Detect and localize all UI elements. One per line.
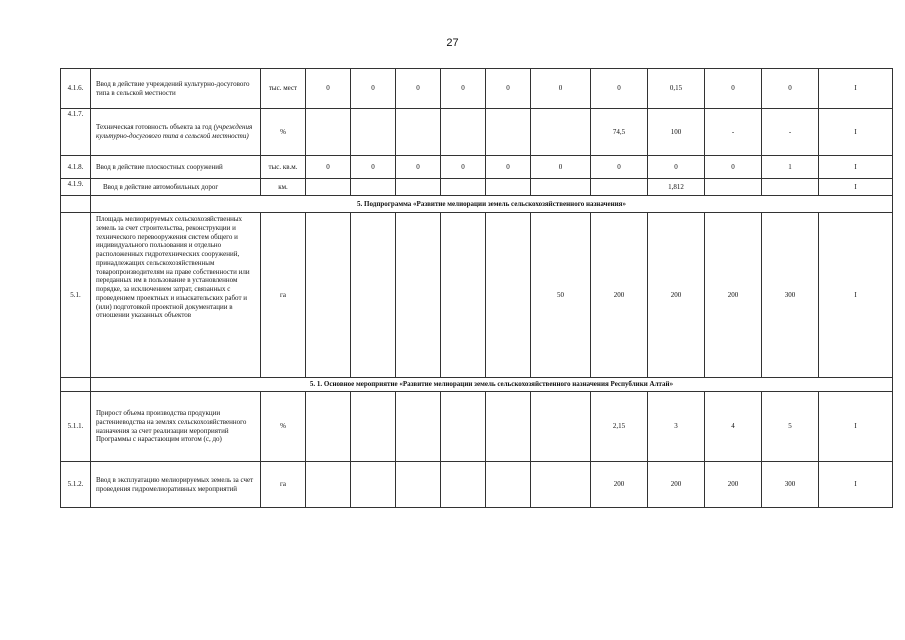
indicator-name bbox=[91, 213, 261, 378]
value-cell bbox=[306, 109, 351, 156]
value-cell: 0 bbox=[705, 69, 762, 109]
value-cell: 3 bbox=[648, 392, 705, 462]
value-cell: 0 bbox=[441, 156, 486, 179]
value-cell: 200 bbox=[705, 213, 762, 378]
indicator-note: (учреждения культурно-досугового типа в сельской местности) bbox=[96, 123, 253, 140]
value-cell: I bbox=[819, 462, 893, 508]
value-cell bbox=[486, 109, 531, 156]
unit-cell: км. bbox=[261, 179, 306, 196]
table-row bbox=[61, 213, 893, 378]
value-cell: 5 bbox=[762, 392, 819, 462]
row-code: 5.1. bbox=[61, 213, 91, 378]
value-cell bbox=[306, 392, 351, 462]
value-cell bbox=[441, 109, 486, 156]
value-cell bbox=[441, 462, 486, 508]
indicator-name bbox=[91, 462, 261, 508]
table-row bbox=[61, 462, 893, 508]
value-cell bbox=[486, 179, 531, 196]
row-code: 4.1.8. bbox=[61, 156, 91, 179]
value-cell bbox=[351, 462, 396, 508]
value-cell bbox=[762, 179, 819, 196]
row-code: 4.1.6. bbox=[61, 69, 91, 109]
value-cell: 300 bbox=[762, 213, 819, 378]
unit-cell: тыс. мест bbox=[261, 69, 306, 109]
table-row bbox=[61, 69, 893, 109]
section-title: 5. Подпрограмма «Развитие мелиорации земель сельскохозяйственного назначения» bbox=[91, 196, 893, 213]
empty-cell bbox=[61, 196, 91, 213]
value-cell: 100 bbox=[648, 109, 705, 156]
table-row bbox=[61, 179, 893, 196]
value-cell: 200 bbox=[591, 462, 648, 508]
value-cell bbox=[486, 213, 531, 378]
indicator-name bbox=[91, 392, 261, 462]
section-row bbox=[61, 378, 893, 392]
value-cell: 74,5 bbox=[591, 109, 648, 156]
value-cell: 0 bbox=[591, 69, 648, 109]
value-cell bbox=[441, 179, 486, 196]
value-cell: 1,812 bbox=[648, 179, 705, 196]
indicator-text: Ввод в эксплуатацию мелиорируемых земель за счет проведения гидромелиоративных мероприятий bbox=[96, 475, 254, 493]
value-cell: 0,15 bbox=[648, 69, 705, 109]
indicator-text: Ввод в действие учреждений культурно-досугового типа в сельской местности bbox=[96, 79, 250, 97]
value-cell: 200 bbox=[648, 213, 705, 378]
indicator-name bbox=[91, 156, 261, 179]
unit-cell: % bbox=[261, 109, 306, 156]
section-title: 5. 1. Основное мероприятие «Развитие мелиорации земель сельскохозяйственного назначения Республики Алтай» bbox=[91, 378, 893, 392]
value-cell bbox=[531, 392, 591, 462]
value-cell bbox=[351, 213, 396, 378]
value-cell: 0 bbox=[486, 156, 531, 179]
value-cell bbox=[486, 462, 531, 508]
indicator-text: Ввод в действие плоскостных сооружений bbox=[96, 162, 223, 171]
value-cell bbox=[531, 462, 591, 508]
value-cell: 0 bbox=[531, 156, 591, 179]
value-cell bbox=[396, 179, 441, 196]
value-cell bbox=[396, 213, 441, 378]
value-cell: I bbox=[819, 109, 893, 156]
indicator-name bbox=[91, 179, 261, 196]
value-cell: 0 bbox=[591, 156, 648, 179]
unit-cell: га bbox=[261, 213, 306, 378]
value-cell: - bbox=[762, 109, 819, 156]
value-cell: 200 bbox=[648, 462, 705, 508]
value-cell: 300 bbox=[762, 462, 819, 508]
value-cell: 0 bbox=[705, 156, 762, 179]
indicator-name bbox=[91, 109, 261, 156]
row-code: 4.1.9. bbox=[61, 179, 91, 196]
value-cell: - bbox=[705, 109, 762, 156]
indicator-text: Ввод в действие автомобильных дорог bbox=[103, 182, 219, 191]
value-cell bbox=[306, 462, 351, 508]
value-cell: 0 bbox=[441, 69, 486, 109]
value-cell: 200 bbox=[591, 213, 648, 378]
section-row bbox=[61, 196, 893, 213]
value-cell: I bbox=[819, 69, 893, 109]
value-cell: 0 bbox=[486, 69, 531, 109]
value-cell bbox=[441, 213, 486, 378]
value-cell: 1 bbox=[762, 156, 819, 179]
value-cell bbox=[306, 213, 351, 378]
value-cell: I bbox=[819, 179, 893, 196]
empty-cell bbox=[61, 378, 91, 392]
page-number: 27 bbox=[446, 37, 459, 49]
value-cell: 200 bbox=[705, 462, 762, 508]
unit-cell: тыс. кв.м. bbox=[261, 156, 306, 179]
value-cell: 0 bbox=[306, 156, 351, 179]
value-cell: 0 bbox=[351, 69, 396, 109]
value-cell: 0 bbox=[306, 69, 351, 109]
unit-cell: % bbox=[261, 392, 306, 462]
value-cell bbox=[351, 392, 396, 462]
indicator-text: Площадь мелиорируемых сельскохозяйственных земель за счет строительства, реконструкции и технического перевооружения систем общего и индивидуального пользования и отдельно расположенных гидротехнических сооружений, принадлежащих сельскохозяйственным товаропроизводителям на праве собственности или переданных им в пользование в установленном порядке, за исключением затрат, связанных с проведением проектных и изыскательских работ и (или) подготовкой проектной документации в отношении указанных объектов bbox=[96, 215, 250, 320]
value-cell bbox=[705, 179, 762, 196]
row-code: 5.1.2. bbox=[61, 462, 91, 508]
unit-cell: га bbox=[261, 462, 306, 508]
value-cell: 0 bbox=[351, 156, 396, 179]
value-cell: 0 bbox=[762, 69, 819, 109]
value-cell bbox=[531, 109, 591, 156]
value-cell bbox=[351, 179, 396, 196]
value-cell: 50 bbox=[531, 213, 591, 378]
indicator-text: Прирост объема производства продукции растениеводства на землях сельскохозяйственного назначения за счет реализации мероприятий Программы с нарастающим итогом (с, до) bbox=[96, 409, 247, 444]
indicator-text: Техническая готовность объекта за год bbox=[96, 123, 212, 132]
value-cell: 0 bbox=[396, 69, 441, 109]
table-row bbox=[61, 156, 893, 179]
value-cell: I bbox=[819, 213, 893, 378]
indicator-name bbox=[91, 69, 261, 109]
value-cell: I bbox=[819, 156, 893, 179]
value-cell bbox=[486, 392, 531, 462]
value-cell bbox=[531, 179, 591, 196]
value-cell: 2,15 bbox=[591, 392, 648, 462]
indicators-table bbox=[60, 68, 893, 508]
value-cell: 4 bbox=[705, 392, 762, 462]
value-cell: 0 bbox=[531, 69, 591, 109]
value-cell bbox=[441, 392, 486, 462]
value-cell bbox=[396, 462, 441, 508]
table-row bbox=[61, 392, 893, 462]
value-cell bbox=[591, 179, 648, 196]
value-cell: 0 bbox=[648, 156, 705, 179]
value-cell bbox=[396, 109, 441, 156]
row-code: 5.1.1. bbox=[61, 392, 91, 462]
value-cell bbox=[306, 179, 351, 196]
value-cell: I bbox=[819, 392, 893, 462]
row-code: 4.1.7. bbox=[61, 109, 91, 156]
value-cell bbox=[396, 392, 441, 462]
table-row bbox=[61, 109, 893, 156]
value-cell: 0 bbox=[396, 156, 441, 179]
value-cell bbox=[351, 109, 396, 156]
